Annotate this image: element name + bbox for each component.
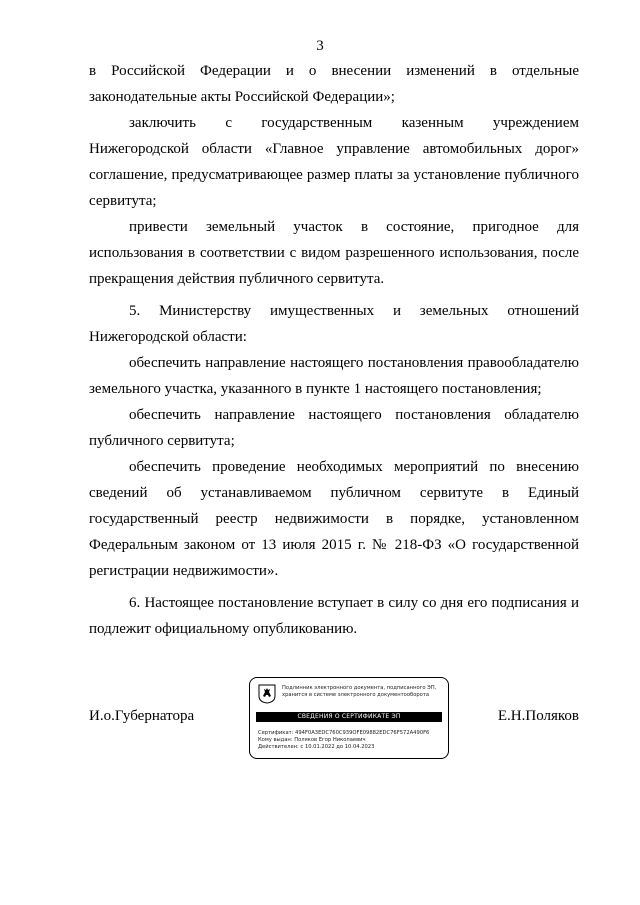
stamp-certificate: Сертификат: 494F0A3EDC760C939OFE09882EDC76F572A490F6	[258, 730, 430, 736]
paragraph: заключить с государственным казенным учреждением Нижегородской области «Главное управление автомобильных дорог» соглашение, предусматривающее размер платы за установление публичного сервитута;	[89, 115, 579, 209]
paragraph: 6. Настоящее постановление вступает в силу со дня его подписания и подлежит официальному опубликованию.	[89, 595, 579, 637]
stamp-owner: Кому выдан: Поляков Егор Николаевич	[258, 737, 366, 743]
paragraph: обеспечить проведение необходимых мероприятий по внесению сведений об устанавливаемом публичном сервитуте в Единый государственный реестр недвижимости в порядке, установленном Федеральным законом от 13 июля 2015 г. № 218-ФЗ «О государственной регистрации недвижимости».	[89, 459, 579, 579]
stamp-title: СВЕДЕНИЯ О СЕРТИФИКАТЕ ЭП	[256, 712, 442, 722]
stamp-validity: Действителен: с 10.01.2022 до 10.04.2023	[258, 744, 375, 750]
paragraph: привести земельный участок в состояние, пригодное для использования в соответствии с видом разрешенного использования, после прекращения действия публичного сервитута.	[89, 219, 579, 287]
page-number: 3	[316, 38, 324, 54]
deer-emblem-icon	[258, 684, 276, 704]
signatory-name: Е.Н.Поляков	[497, 708, 579, 724]
document-body	[89, 58, 579, 642]
paragraph: в Российской Федерации и о внесении изменений в отдельные законодательные акты Российской Федерации»;	[89, 63, 579, 105]
paragraph: обеспечить направление настоящего постановления правообладателю земельного участка, указанного в пункте 1 настоящего постановления;	[89, 355, 579, 397]
paragraph: 5. Министерству имущественных и земельных отношений Нижегородской области:	[89, 303, 579, 345]
paragraph: обеспечить направление настоящего постановления обладателю публичного сервитута;	[89, 407, 579, 449]
digital-signature-stamp	[249, 677, 449, 759]
signatory-position: И.о.Губернатора	[89, 708, 195, 724]
stamp-header: Подлинник электронного документа, подписанного ЭП, хранится в системе электронного документооборота	[282, 685, 437, 698]
